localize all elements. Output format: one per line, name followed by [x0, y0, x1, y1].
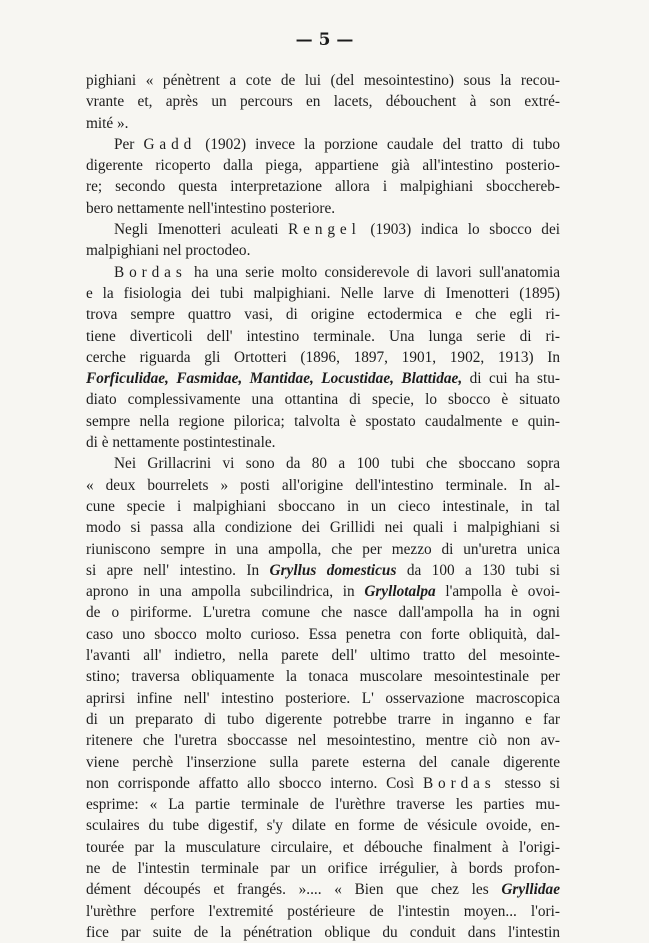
text-run: tourée par la musculature circulaire, et débouche finalment à l'origi-	[86, 838, 560, 856]
text-line	[86, 922, 560, 943]
text-line	[86, 752, 560, 773]
text-run: stesso si	[495, 774, 560, 792]
text-run: (1902) invece la porzione caudale del tratto di tubo	[196, 135, 560, 153]
text-run: Negli Imenotteri aculeati	[114, 221, 289, 239]
author-name: Rengel	[288, 221, 361, 239]
text-run: aprono in una ampolla subcilindrica, in	[86, 583, 365, 601]
author-name: Bordas	[114, 263, 187, 281]
text-line	[86, 411, 560, 432]
text-line	[86, 91, 560, 112]
text-line	[86, 858, 560, 879]
text-run: tiene diverticoli dell' intestino terminale. Una lunga serie di ri-	[86, 327, 560, 345]
page-number: — 5 —	[295, 30, 354, 50]
text-line	[86, 113, 560, 134]
text-line	[86, 709, 560, 730]
text-line	[86, 815, 560, 836]
text-line	[86, 198, 560, 219]
text-line	[86, 134, 560, 155]
text-run: mité ».	[86, 114, 129, 132]
text-line	[86, 347, 560, 368]
text-run: viene perchè l'inserzione sulla parete esterna del canale digerente	[86, 753, 560, 771]
italic-term: Gryllus domesticus	[269, 561, 397, 579]
text-run: re; secondo questa interpretazione allora i malpighiani sboccherеb-	[86, 178, 560, 196]
text-line	[86, 688, 560, 709]
text-run: cerche riguarda gli Ortotteri (1896, 1897, 1901, 1902, 1913) In	[86, 348, 560, 366]
text-run: di è nettamente postintestinale.	[86, 434, 276, 452]
text-line	[86, 773, 560, 794]
text-run: si apre nell' intestino. In	[86, 561, 270, 579]
italic-term: Gryllotalpa	[364, 583, 436, 601]
text-run: vrante et, après un percours en lacets, débouchent à son extré-	[86, 93, 560, 111]
text-line	[86, 240, 560, 261]
text-run: ne de l'intestin terminale par un orifice irrégulier, à bords profon-	[86, 859, 560, 877]
text-run: da 100 a 130 tubi si	[396, 561, 561, 579]
text-run: Nei Grillacrini vi sono da 80 a 100 tubi che sboccano sopra	[114, 455, 560, 473]
text-line	[86, 389, 560, 410]
text-run: stino; traversa obliquamente la tonaca muscolare mesointestinale per	[86, 668, 560, 686]
text-run: sempre nella regione pilorica; talvolta è spostato caudalmente e quin-	[86, 412, 560, 430]
text-line	[86, 368, 560, 389]
text-line	[86, 70, 560, 91]
italic-term: Forficulidae, Fasmidae, Mantidae, Locustidae, Blattidae,	[86, 370, 463, 388]
body-text	[86, 70, 560, 943]
author-name: Gadd	[143, 135, 197, 153]
text-line	[86, 219, 560, 240]
text-run: pighiani « pénètrent a cote de lui (del mesointestino) sous la recou-	[86, 72, 560, 89]
text-line	[86, 837, 560, 858]
text-line	[86, 453, 560, 474]
text-run: malpighiani nel proctodeo.	[86, 242, 251, 260]
text-line	[86, 879, 560, 900]
text-line	[86, 176, 560, 197]
text-run: de o piriforme. L'uretra comune che nasce dall'ampolla ha in ogni	[86, 604, 560, 622]
text-run: riuniscono sempre in una ampolla, che per mezzo di un'uretra unica	[86, 540, 560, 558]
text-line	[86, 794, 560, 815]
text-run: fice par suite de la pénétration oblique du conduit dans l'intestin	[86, 923, 560, 941]
text-run: ritenere che l'uretra sboccasse nel mesointestino, mentre ciò non av-	[86, 732, 560, 750]
text-run: di un preparato di tubo digerente potrebbe trarre in inganno e far	[86, 710, 560, 728]
text-run: l'urèthre perfore l'extremité postérieure de l'intestin moyen... l'ori-	[86, 902, 560, 920]
italic-term: Gryllidae	[501, 881, 560, 899]
text-line	[86, 666, 560, 687]
text-line	[86, 560, 560, 581]
text-line	[86, 602, 560, 623]
text-run: ha una serie molto considerevole di lavori sull'anatomia	[186, 263, 560, 281]
text-run: sculaires du tube digestif, s'y dilate en forme de vésicule ovoide, en-	[86, 817, 560, 835]
text-run: dément découpés et frangés. ».... « Bien que chez les	[86, 881, 502, 899]
text-line	[86, 624, 560, 645]
text-run: e la fisiologia dei tubi malpighiani. Nelle larve di Imenotteri (1895)	[86, 284, 560, 302]
text-run: « deux bourrelets » posti all'origine dell'intestino terminale. In al-	[86, 476, 560, 494]
text-line	[86, 496, 560, 517]
text-run: Per	[114, 135, 144, 153]
text-run: diato complessivamente una ottantina di specie, lo sbocco è situato	[86, 391, 560, 409]
text-line	[86, 283, 560, 304]
text-line	[86, 645, 560, 666]
text-line	[86, 517, 560, 538]
text-run: di cui ha stu-	[462, 370, 560, 388]
text-line	[86, 432, 560, 453]
text-line	[86, 730, 560, 751]
text-line	[86, 262, 560, 283]
text-run: (1903) indica lo sbocco dei	[360, 221, 561, 239]
text-run: caso uno sbocco molto curioso. Essa penetra con forte obliquità, dal-	[86, 625, 560, 643]
text-line	[86, 581, 560, 602]
text-run: cune specie i malpighiani sboccano in un cieco intestinale, in tal	[86, 497, 560, 515]
author-name: Bordas	[422, 774, 496, 792]
text-run: digerente ricoperto dalla piega, appartiene già all'intestino posterio-	[86, 157, 560, 175]
text-run: l'ampolla è ovoi-	[435, 583, 560, 601]
text-run: bero nettamente nell'intestino posteriore.	[86, 199, 336, 217]
text-line	[86, 475, 560, 496]
text-line	[86, 304, 560, 325]
text-run: esprime: « La partie terminale de l'urèthre traverse les parties mu-	[86, 796, 560, 814]
text-run: modo si passa alla condizione dei Grillidi nei quali i malpighiani si	[86, 519, 560, 537]
text-run: aprirsi infine nell' intestino posteriore. L' osservazione macroscopica	[86, 689, 560, 707]
text-run: non corrisponde affatto allo sbocco interno. Così	[86, 774, 423, 792]
text-line	[86, 155, 560, 176]
text-run: trova sempre quattro vasi, di origine ectodermica e che egli ri-	[86, 306, 560, 324]
text-line	[86, 901, 560, 922]
text-run: l'avanti all' indietro, nella parete dell' ultimo tratto del mesointe-	[86, 647, 560, 665]
text-line	[86, 539, 560, 560]
text-line	[86, 326, 560, 347]
